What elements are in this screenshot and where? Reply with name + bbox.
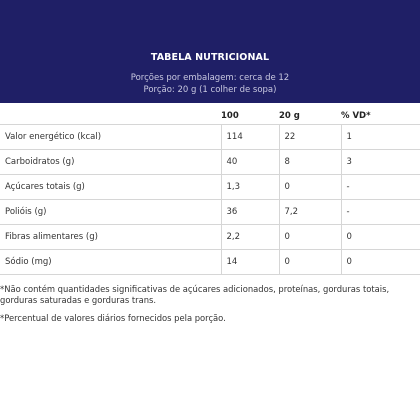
portions-per-package: Porções por embalagem: cerca de 12	[130, 73, 290, 83]
daily-value-percent: -	[341, 200, 420, 225]
value-per-100: 36	[221, 200, 279, 225]
table-header-row	[0, 108, 420, 125]
table-title: TABELA NUTRICIONAL	[150, 52, 270, 63]
daily-value-percent: 0	[341, 225, 420, 250]
column-header-per-100: 100	[221, 111, 239, 121]
daily-value-percent: 1	[341, 125, 420, 150]
daily-value-percent: 3	[341, 150, 420, 175]
table-row	[0, 150, 420, 175]
value-per-100: 1,3	[221, 175, 279, 200]
value-per-portion: 22	[279, 125, 341, 150]
nutrition-table	[0, 108, 420, 275]
footnotes	[0, 284, 416, 331]
daily-value-percent: 0	[341, 250, 420, 275]
value-per-portion: 0	[279, 250, 341, 275]
nutrient-label: Açúcares totais (g)	[0, 175, 221, 200]
portion-size: Porção: 20 g (1 colher de sopa)	[143, 85, 277, 95]
nutrient-label: Valor energético (kcal)	[0, 125, 221, 150]
table-row	[0, 200, 420, 225]
header-banner	[0, 0, 420, 103]
nutrient-label: Sódio (mg)	[0, 250, 221, 275]
column-header-per-portion: 20 g	[279, 111, 300, 121]
footnote-daily-values: *Percentual de valores diários fornecidos pela porção.	[0, 313, 226, 323]
nutrient-label: Polióis (g)	[0, 200, 221, 225]
nutrient-label: Fibras alimentares (g)	[0, 225, 221, 250]
value-per-portion: 8	[279, 150, 341, 175]
nutrient-label: Carboidratos (g)	[0, 150, 221, 175]
value-per-100: 14	[221, 250, 279, 275]
value-per-portion: 0	[279, 175, 341, 200]
value-per-100: 114	[221, 125, 279, 150]
table-row	[0, 250, 420, 275]
column-header-daily-value: % VD*	[341, 111, 371, 121]
footnote-not-significant: *Não contém quantidades significativas de açúcares adicionados, proteínas, gorduras totais, gorduras saturadas e gorduras trans.	[0, 284, 390, 305]
value-per-100: 2,2	[221, 225, 279, 250]
table-row	[0, 175, 420, 200]
daily-value-percent: -	[341, 175, 420, 200]
column-header-nutrient	[0, 108, 221, 125]
table-row	[0, 125, 420, 150]
value-per-portion: 7,2	[279, 200, 341, 225]
table-row	[0, 225, 420, 250]
value-per-portion: 0	[279, 225, 341, 250]
value-per-100: 40	[221, 150, 279, 175]
